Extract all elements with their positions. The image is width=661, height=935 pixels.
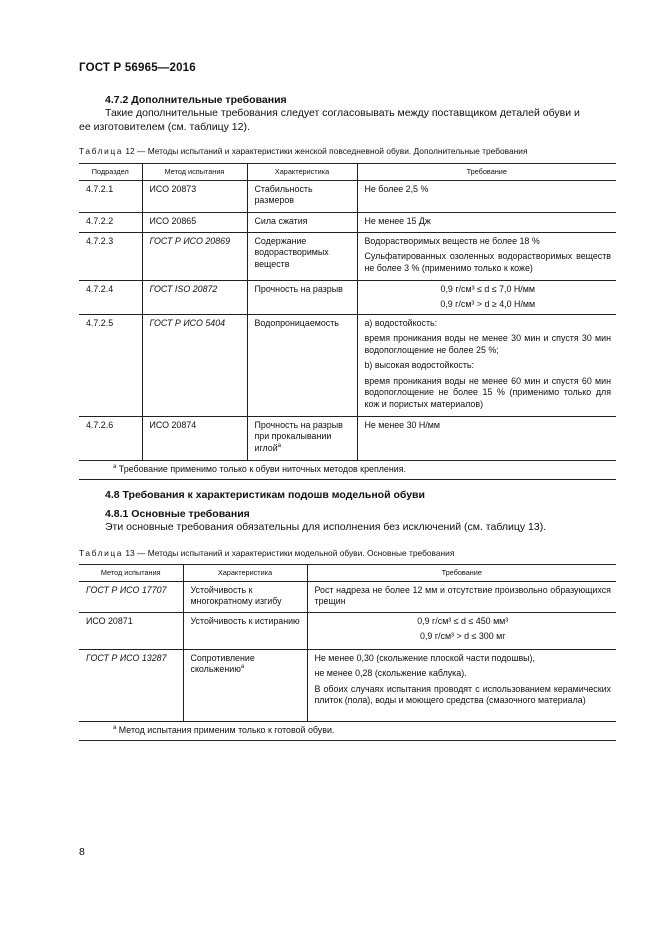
requirement-cell <box>357 416 616 460</box>
characteristic-cell: Прочность на разрыв <box>247 280 357 314</box>
characteristic-cell: Устойчивость к истиранию <box>183 612 307 649</box>
paragraph-line: ее изготовителем (см. таблицу 12). <box>79 121 250 133</box>
table-row <box>79 612 616 649</box>
method-cell: ГОСТ Р ИСО 17707 <box>79 581 183 612</box>
requirement-line: время проникания воды не менее 30 мин и спустя 30 мин водопоглощение не более 25 %; <box>364 333 611 355</box>
subsection-cell: 4.7.2.5 <box>79 314 142 416</box>
caption-word: Таблица <box>79 548 124 558</box>
requirement-line: Не менее 0,30 (скольжение плоской части подошвы), <box>314 652 535 663</box>
column-header: Требование <box>357 164 616 181</box>
table-row <box>79 212 616 232</box>
requirement-line: Не менее 15 Дж <box>364 215 431 226</box>
table-row <box>79 581 616 612</box>
table-footnote <box>79 460 616 480</box>
table-row <box>79 180 616 212</box>
requirement-cell <box>307 649 616 721</box>
table-footnote-row <box>79 721 616 741</box>
requirement-line: В обоих случаях испытания проводят с использованием керамических плиток (пола), воды и моющего средства (смазочного материала) <box>314 683 611 705</box>
method-cell: ИСО 20865 <box>142 212 247 232</box>
method-cell: ГОСТ Р ИСО 20869 <box>142 232 247 280</box>
table-12 <box>79 163 616 480</box>
method-cell: ГОСТ Р ИСО 5404 <box>142 314 247 416</box>
caption-text: 13 — Методы испытаний и характеристики модельной обуви. Основные требования <box>123 548 455 558</box>
table-row <box>79 232 616 280</box>
method-cell: ГОСТ ISO 20872 <box>142 280 247 314</box>
caption-word: Таблица <box>79 146 124 156</box>
requirement-line: время проникания воды не менее 60 мин и спустя 60 мин водопоглощение не более 15 % (применимо только для кож и пористых материалов) <box>364 375 611 409</box>
caption-text: 12 — Методы испытаний и характеристики женской повседневной обуви. Дополнительные требования <box>123 146 528 156</box>
characteristic-cell <box>183 649 307 721</box>
subsection-cell: 4.7.2.3 <box>79 232 142 280</box>
requirement-line: b) высокая водостойкость: <box>364 360 474 370</box>
requirement-cell <box>357 280 616 314</box>
subsection-cell: 4.7.2.6 <box>79 416 142 460</box>
table-footnote <box>79 721 616 741</box>
characteristic-cell: Водопроницаемость <box>247 314 357 416</box>
requirement-cell <box>307 581 616 612</box>
requirement-line: Сульфатированных озоленных водорастворимых веществ не более 3 % (применимо только к коже) <box>364 251 611 273</box>
requirement-line: Не более 2,5 % <box>364 183 429 194</box>
footnote-mark: a <box>277 442 282 449</box>
method-cell: ГОСТ Р ИСО 13287 <box>79 649 183 721</box>
table-13 <box>79 564 616 741</box>
table-row <box>79 416 616 460</box>
requirement-cell <box>357 232 616 280</box>
method-cell: ИСО 20874 <box>142 416 247 460</box>
characteristic-text: Сопротивление скольжению <box>190 652 255 674</box>
section-heading-4-8-1: 4.8.1 Основные требования <box>105 508 250 520</box>
subsection-cell: 4.7.2.1 <box>79 180 142 212</box>
footnote-mark: a <box>113 724 117 731</box>
table-row <box>79 649 616 721</box>
requirement-line: Не менее 30 Н/мм <box>364 419 441 430</box>
method-cell: ИСО 20873 <box>142 180 247 212</box>
document-header: ГОСТ Р 56965—2016 <box>79 62 196 74</box>
table-footnote-row <box>79 460 616 480</box>
footnote-text: Метод испытания применим только к готовой обуви. <box>116 724 335 735</box>
subsection-cell: 4.7.2.2 <box>79 212 142 232</box>
requirement-line: 0,9 г/см³ > d ≤ 300 мг <box>420 631 506 641</box>
section-heading-4-8: 4.8 Требования к характеристикам подошв модельной обуви <box>105 489 425 501</box>
paragraph-line: Такие дополнительные требования следует согласовывать между поставщиком деталей обуви и <box>105 107 580 119</box>
characteristic-cell: Содержание водорастворимых веществ <box>247 232 357 280</box>
table-row <box>79 280 616 314</box>
requirement-line: 0,9 г/см³ > d ≥ 4,0 Н/мм <box>440 299 536 309</box>
subsection-cell: 4.7.2.4 <box>79 280 142 314</box>
footnote-mark: a <box>113 463 117 470</box>
characteristic-text: Прочность на разрыв при прокалывании иглой <box>254 419 343 453</box>
paragraph-line: Эти основные требования обязательны для исполнения без исключений (см. таблицу 13). <box>105 521 547 533</box>
table-row <box>79 314 616 416</box>
requirement-line: a) водостойкость: <box>364 317 438 328</box>
requirement-line: 0,9 г/см³ ≤ d ≤ 450 мм³ <box>417 615 509 626</box>
characteristic-cell: Устойчивость к многократному изгибу <box>183 581 307 612</box>
requirement-cell <box>357 180 616 212</box>
column-header: Подраздел <box>79 164 142 181</box>
table-header-row <box>79 164 616 181</box>
footnote-text: Требование применимо только к обуви ниточных методов крепления. <box>116 463 406 474</box>
column-header: Характеристика <box>247 164 357 181</box>
column-header: Характеристика <box>183 565 307 582</box>
requirement-line: Водорастворимых веществ не более 18 % <box>364 235 540 246</box>
characteristic-cell <box>247 416 357 460</box>
column-header: Метод испытания <box>142 164 247 181</box>
table-13-caption <box>79 548 454 558</box>
column-header: Требование <box>307 565 616 582</box>
requirement-cell <box>307 612 616 649</box>
requirement-cell <box>357 314 616 416</box>
requirement-line: Рост надреза не более 12 мм и отсутствие произвольно образующихся трещин <box>314 584 611 606</box>
requirement-line: 0,9 г/см³ ≤ d ≤ 7,0 Н/мм <box>440 283 535 294</box>
method-cell: ИСО 20871 <box>79 612 183 649</box>
footnote-mark: a <box>240 664 245 671</box>
page-number: 8 <box>79 846 85 858</box>
table-header-row <box>79 565 616 582</box>
column-header: Метод испытания <box>79 565 183 582</box>
characteristic-cell: Стабильность размеров <box>247 180 357 212</box>
section-heading-4-7-2: 4.7.2 Дополнительные требования <box>105 94 287 106</box>
requirement-cell <box>357 212 616 232</box>
requirement-line: не менее 0,28 (скольжение каблука). <box>314 668 467 678</box>
table-12-caption <box>79 146 528 156</box>
characteristic-cell: Сила сжатия <box>247 212 357 232</box>
